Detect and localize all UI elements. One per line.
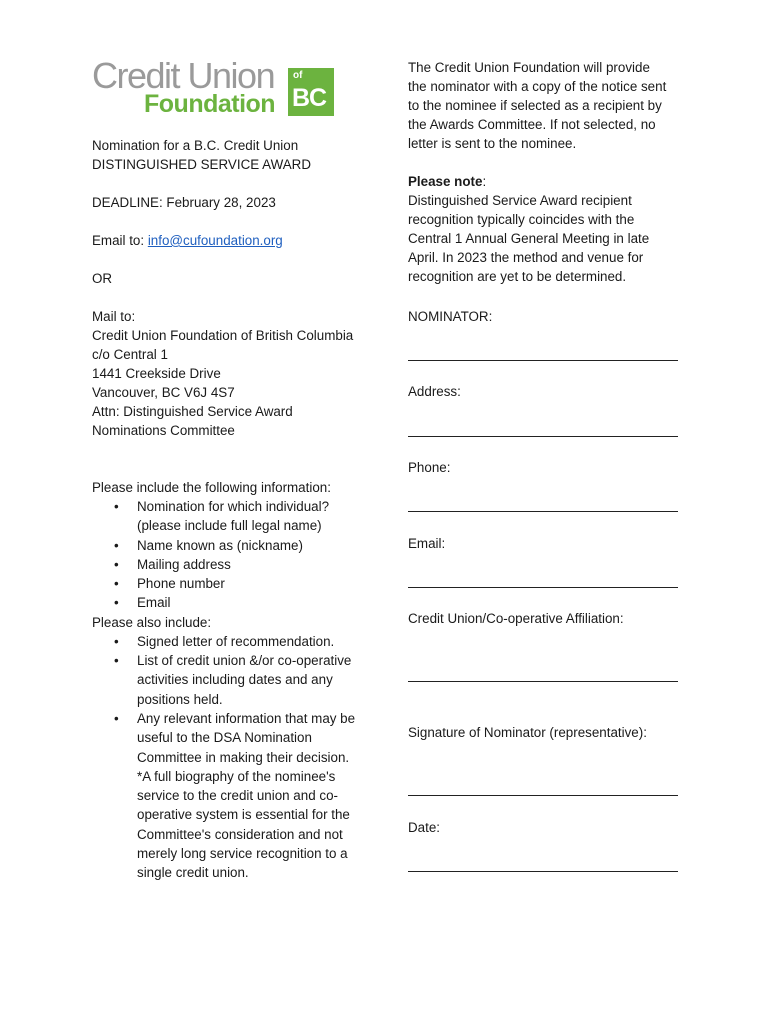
phone-input-line[interactable] bbox=[408, 511, 678, 512]
logo-of-text: of bbox=[293, 70, 303, 81]
also-list bbox=[92, 632, 360, 883]
nominator-label: NOMINATOR: bbox=[408, 309, 493, 324]
also-heading: Please also include: bbox=[92, 614, 212, 630]
address-line: 1441 Creekside Drive bbox=[92, 366, 221, 381]
email-prefix: Email to: bbox=[92, 233, 148, 248]
list-item: • Mailing address bbox=[92, 555, 342, 574]
signature-label: Signature of Nominator (representative): bbox=[408, 725, 647, 740]
signature-input-line[interactable] bbox=[408, 795, 678, 796]
please-note-text: Distinguished Service Award recipient recognition typically coincides with the Central 1 Annual General Meeting in late April. In 2023 the method and venue for recognition are yet to be determined. bbox=[408, 193, 650, 284]
address-line: c/o Central 1 bbox=[92, 347, 168, 362]
address-line: Nominations Committee bbox=[92, 423, 235, 438]
address-label: Address: bbox=[408, 384, 461, 399]
right-column bbox=[408, 58, 680, 835]
address-input-line[interactable] bbox=[408, 436, 678, 437]
deadline: DEADLINE: February 28, 2023 bbox=[92, 195, 276, 210]
affiliation-label: Credit Union/Co-operative Affiliation: bbox=[408, 611, 624, 626]
left-column bbox=[92, 55, 382, 883]
or-text: OR bbox=[92, 271, 113, 286]
title-line-1: Nomination for a B.C. Credit Union bbox=[92, 138, 299, 153]
notice-paragraph: The Credit Union Foundation will provide the nominator with a copy of the notice sent to the nominee if selected as a recipient by the Awards Committee. If not selected, no letter is sent to the nominee. bbox=[408, 60, 667, 151]
mail-to-label: Mail to: bbox=[92, 309, 136, 324]
logo-credit-union-text: Credit Union bbox=[92, 55, 275, 96]
email-label: Email: bbox=[408, 536, 446, 551]
email-to bbox=[92, 231, 382, 250]
credit-union-foundation-logo bbox=[92, 55, 352, 122]
list-item: • Email bbox=[92, 593, 342, 612]
include-list bbox=[92, 497, 342, 613]
address-line: Credit Union Foundation of British Columbia bbox=[92, 328, 354, 343]
list-item: • Name known as (nickname) bbox=[92, 536, 342, 555]
list-item: • Nomination for which individual? (please include full legal name) bbox=[92, 497, 342, 536]
please-note-label: Please note bbox=[408, 174, 483, 189]
address-line: Attn: Distinguished Service Award bbox=[92, 404, 293, 419]
affiliation-input-line[interactable] bbox=[408, 681, 678, 682]
list-item: • Phone number bbox=[92, 574, 342, 593]
please-note-colon: : bbox=[482, 174, 487, 189]
title-line-2: DISTINGUISHED SERVICE AWARD bbox=[92, 157, 311, 172]
date-input-line[interactable] bbox=[408, 871, 678, 872]
list-item: • Any relevant information that may be useful to the DSA Nomination Committee in making their decision. *A full biography of the nominee's service to the credit union and co-operative system is essential for the Committee's consideration and not merely long service recognition to a single credit union. bbox=[92, 709, 360, 883]
list-item: • Signed letter of recommendation. bbox=[92, 632, 360, 651]
include-heading: Please include the following information: bbox=[92, 480, 331, 495]
list-item: • List of credit union &/or co-operative activities including dates and any positions held. bbox=[92, 651, 360, 709]
email-link[interactable]: info@cufoundation.org bbox=[147, 233, 283, 248]
phone-label: Phone: bbox=[408, 460, 451, 475]
nomination-form bbox=[408, 58, 680, 958]
nominator-input-line[interactable] bbox=[408, 360, 678, 361]
logo-bc-box bbox=[288, 68, 334, 116]
logo-bc-text: BC bbox=[292, 84, 327, 112]
logo-foundation-text: Foundation bbox=[144, 90, 276, 118]
email-input-line[interactable] bbox=[408, 587, 678, 588]
mailing-address bbox=[92, 326, 382, 440]
date-label: Date: bbox=[408, 820, 441, 835]
address-line: Vancouver, BC V6J 4S7 bbox=[92, 385, 235, 400]
